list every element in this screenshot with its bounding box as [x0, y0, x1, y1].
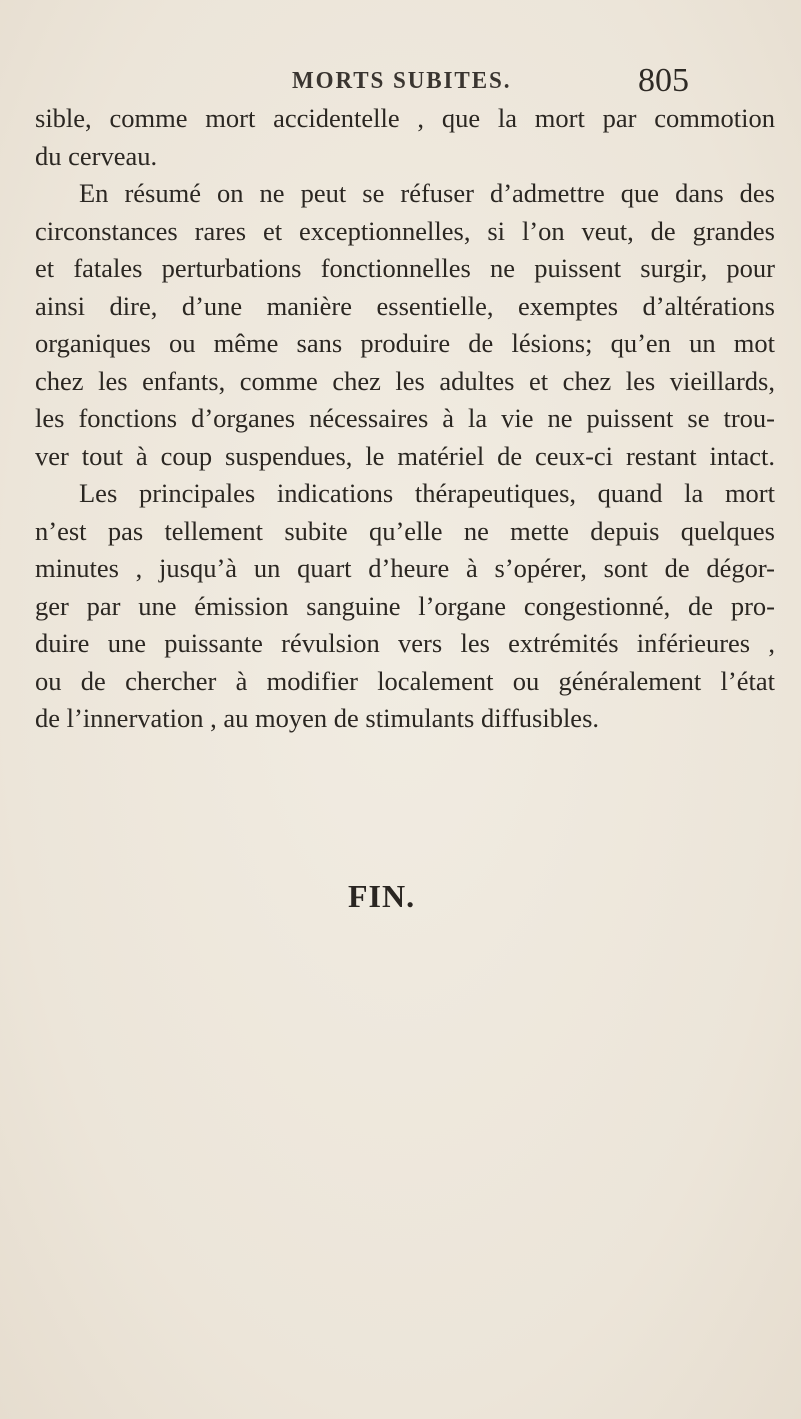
text-line: Les principales indications thérapeutiques, quand la mort	[79, 478, 775, 508]
text-line: duire une puissante révulsion vers les extrémités inférieures ,	[35, 628, 775, 658]
text-line: chez les enfants, comme chez les adultes et chez les vieillards,	[35, 365, 775, 396]
text-line: et fatales perturbations fonctionnelles ne puissent surgir, pour	[35, 253, 775, 283]
text-line: minutes , jusqu’à un quart d’heure à s’opérer, sont de dégor-	[35, 553, 775, 583]
text-line: En résumé on ne peut se réfuser d’admettre que dans des	[79, 178, 775, 208]
text-line: circonstances rares et exceptionnelles, si l’on veut, de grandes	[35, 215, 775, 246]
text-line: organiques ou même sans produire de lésions; qu’en un mot	[35, 328, 775, 358]
text-line: ou de chercher à modifier localement ou généralement l’état	[35, 665, 775, 696]
page-number: 805	[638, 62, 689, 99]
text-line: sible, comme mort accidentelle , que la mort par commotion	[35, 103, 775, 133]
text-line: n’est pas tellement subite qu’elle ne mette depuis quelques	[35, 515, 775, 546]
body-text	[35, 100, 775, 738]
text-line: les fonctions d’organes nécessaires à la vie ne puissent se trou-	[35, 403, 775, 433]
page-header	[0, 62, 801, 102]
text-line: ainsi dire, d’une manière essentielle, exemptes d’altérations	[35, 290, 775, 321]
text-line: de l’innervation , au moyen de stimulants diffusibles.	[35, 703, 600, 733]
text-line: ger par une émission sanguine l’organe congestionné, de pro-	[35, 590, 775, 621]
text-line: du cerveau.	[35, 140, 158, 171]
end-mark: FIN.	[348, 878, 416, 914]
running-title: MORTS SUBITES.	[292, 68, 512, 94]
text-line: ver tout à coup suspendues, le matériel de ceux-ci restant intact.	[35, 440, 775, 471]
